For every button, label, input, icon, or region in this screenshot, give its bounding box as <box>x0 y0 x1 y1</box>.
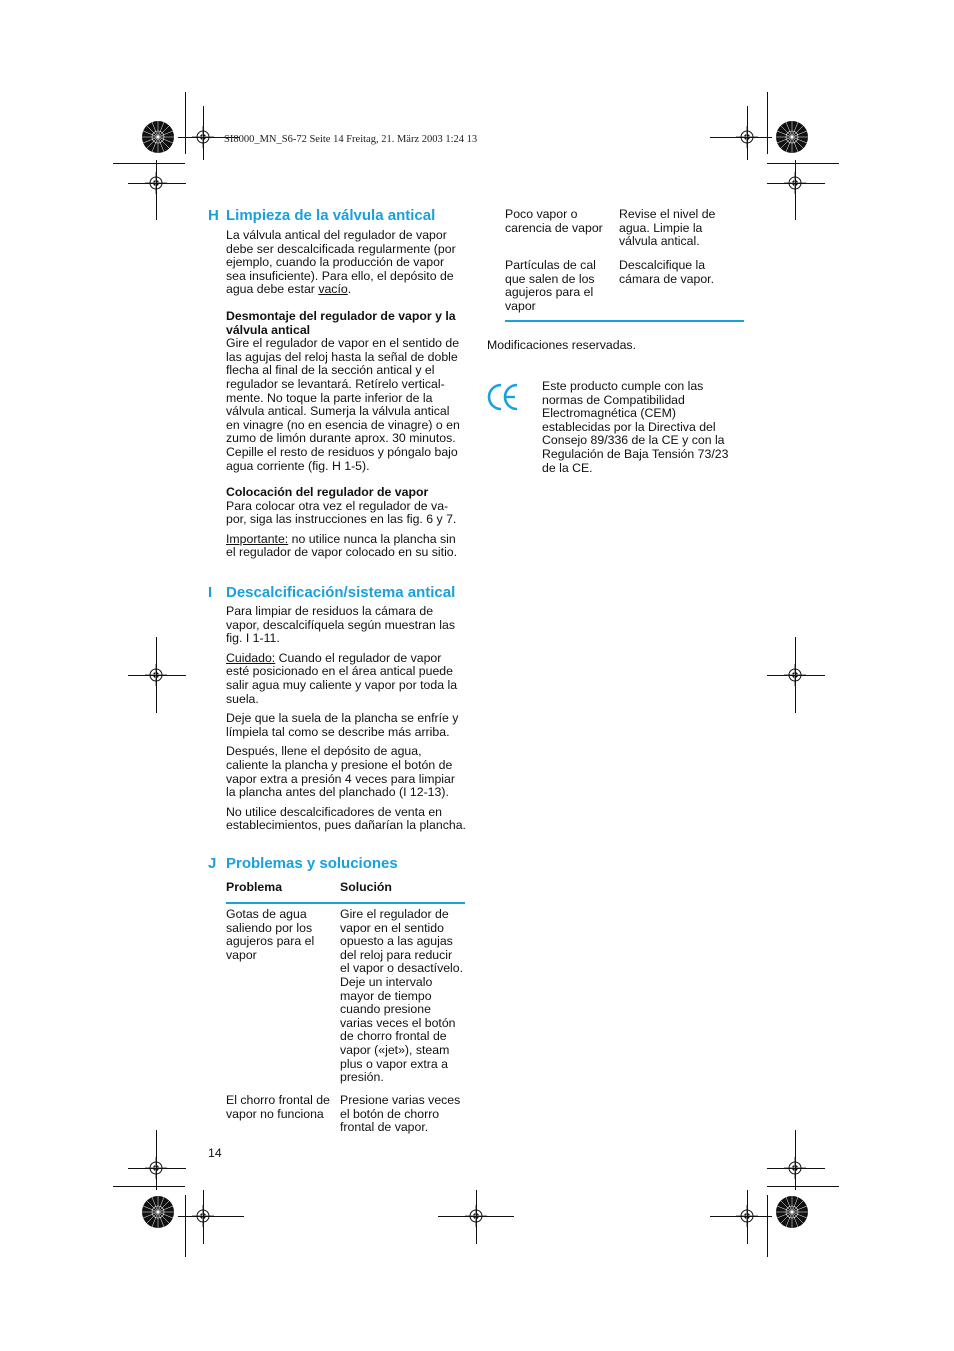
table-cell-problem: El chorro frontal de vapor no funciona <box>226 1093 330 1121</box>
section-letter: H <box>208 207 219 224</box>
subheading: Colocación del regulador de vapor <box>226 485 429 500</box>
table-cell-solution: Descalcifique la cámara de vapor. <box>619 258 715 286</box>
text: . <box>347 282 352 297</box>
modifications-note: Modificaciones reservadas. <box>487 338 636 352</box>
column-header-solution: Solución <box>340 880 392 894</box>
crop-mark <box>767 92 768 154</box>
section-j-heading <box>208 855 398 872</box>
section-title: Limpieza de la válvula antical <box>226 207 436 224</box>
crop-mark <box>710 137 772 138</box>
crop-mark <box>185 1195 186 1257</box>
table-cell-problem: Partículas de cal que salen de los agujeros para el vapor <box>505 258 596 313</box>
crop-mark <box>795 160 796 220</box>
caution-label: Cuidado: <box>226 650 276 665</box>
crop-mark <box>767 163 839 164</box>
crop-mark <box>156 160 157 220</box>
paragraph: Gire el regulador de vapor en el sentido de las agujas del reloj hasta la señal de doble flecha al final de la sección antical y el regulador se levantará. Retírelo vertical-mente. No toque la parte inferior de la válvula antical. Sumerja la válvula antical en vinagre (no en esencia de vinagre) o en zumo de limón durante aprox. 30 minutos. Cepille el resto de residuos y póngalo bajo agua corriente (fig. H 1-5). <box>226 336 460 473</box>
crop-mark <box>767 1186 839 1187</box>
table-header-rule <box>226 902 465 904</box>
crop-mark <box>113 1186 185 1187</box>
paragraph: Para limpiar de residuos la cámara de vapor, descalcifíquela según muestran las fig. I 1-11. <box>226 604 455 646</box>
crop-mark <box>128 675 186 676</box>
crop-mark <box>438 1216 514 1217</box>
paragraph: Deje que la suela de la plancha se enfríe y límpiela tal como se describe más arriba. <box>226 711 459 739</box>
crop-mark <box>128 183 186 184</box>
crop-mark <box>203 106 204 160</box>
table-end-rule <box>505 320 744 322</box>
color-wheel-mark-icon <box>141 1195 175 1229</box>
table-cell-problem: Gotas de agua saliendo por los agujeros para el vapor <box>226 907 315 962</box>
page-number: 14 <box>208 1146 222 1160</box>
print-slug: SI8000_MN_S6-72 Seite 14 Freitag, 21. März 2003 1:24 13 <box>224 134 478 145</box>
crop-mark <box>767 1195 768 1257</box>
crop-mark <box>747 1190 748 1244</box>
crop-mark <box>767 1168 825 1169</box>
ce-mark-icon <box>487 382 519 412</box>
crop-mark <box>178 1216 244 1217</box>
crop-mark <box>767 675 825 676</box>
section-title: Descalcificación/sistema antical <box>226 584 456 601</box>
crop-mark <box>203 1190 204 1244</box>
crop-mark <box>767 183 825 184</box>
table-cell-solution: Presione varias veces el botón de chorro frontal de vapor. <box>340 1093 461 1135</box>
crop-mark <box>128 1168 186 1169</box>
column-header-problem: Problema <box>226 880 283 894</box>
section-i-body <box>226 605 466 833</box>
table-cell-solution: Revise el nivel de agua. Limpie la válvula antical. <box>619 207 716 249</box>
crop-mark <box>476 1190 477 1244</box>
ce-compliance-text: Este producto cumple con las normas de Compatibilidad Electromagnética (CEM) establecidas por la Directiva del Consejo 89/336 de la CE y con la Regulación de Baja Tensión 73/23 de la CE. <box>542 379 729 475</box>
crop-mark <box>710 1216 772 1217</box>
crop-mark <box>156 1130 157 1190</box>
paragraph: No utilice descalcificadores de venta en establecimientos, pues dañarían la plancha. <box>226 804 466 833</box>
text: no utilice nunca la plancha sin el regulador de vapor colocado en su sitio. <box>226 531 458 560</box>
section-i-heading <box>208 584 455 601</box>
color-wheel-mark-icon <box>775 1195 809 1229</box>
color-wheel-mark-icon <box>141 120 175 154</box>
table-cell-solution: Gire el regulador de vapor en el sentido opuesto a las agujas del reloj para reducir el vapor o desactívelo. Deje un intervalo mayor de tiempo cuando presione varias veces el botón de chorro frontal de vapor («jet»), steam plus o vapor extra a presión. <box>340 907 464 1085</box>
table-cell-problem: Poco vapor o carencia de vapor <box>505 207 603 235</box>
crop-mark <box>747 106 748 160</box>
section-letter: I <box>208 584 213 601</box>
important-label: Importante: <box>226 531 289 546</box>
section-h-body <box>226 229 466 560</box>
crop-mark <box>113 163 185 164</box>
crop-mark <box>795 1130 796 1190</box>
text: Cuando el regulador de vapor esté posicionado en el área antical puede salir agua muy caliente y vapor por toda la suela. <box>226 650 458 706</box>
color-wheel-mark-icon <box>775 120 809 154</box>
section-title: Problemas y soluciones <box>226 855 398 872</box>
crop-mark <box>185 92 186 154</box>
subheading: Desmontaje del regulador de vapor y la válvula antical <box>226 308 456 337</box>
section-h-heading <box>208 207 435 224</box>
text: La válvula antical del regulador de vapor debe ser descalcificada regularmente (por ejemplo, cuando la producción de vapor sea insuficiente). Para ello, el depósito de agua debe estar <box>226 228 456 297</box>
section-letter: J <box>208 855 217 872</box>
paragraph <box>226 652 466 706</box>
underlined-text: vacío <box>318 282 348 297</box>
paragraph: Para colocar otra vez el regulador de va-por, siga las instrucciones en las fig. 6 y 7. <box>226 498 457 527</box>
paragraph <box>226 229 466 297</box>
paragraph: Después, llene el depósito de agua, caliente la plancha y presione el botón de vapor extra a presión 4 veces para limpiar la plancha antes del planchado (I 12-13). <box>226 744 455 800</box>
paragraph <box>226 533 466 560</box>
